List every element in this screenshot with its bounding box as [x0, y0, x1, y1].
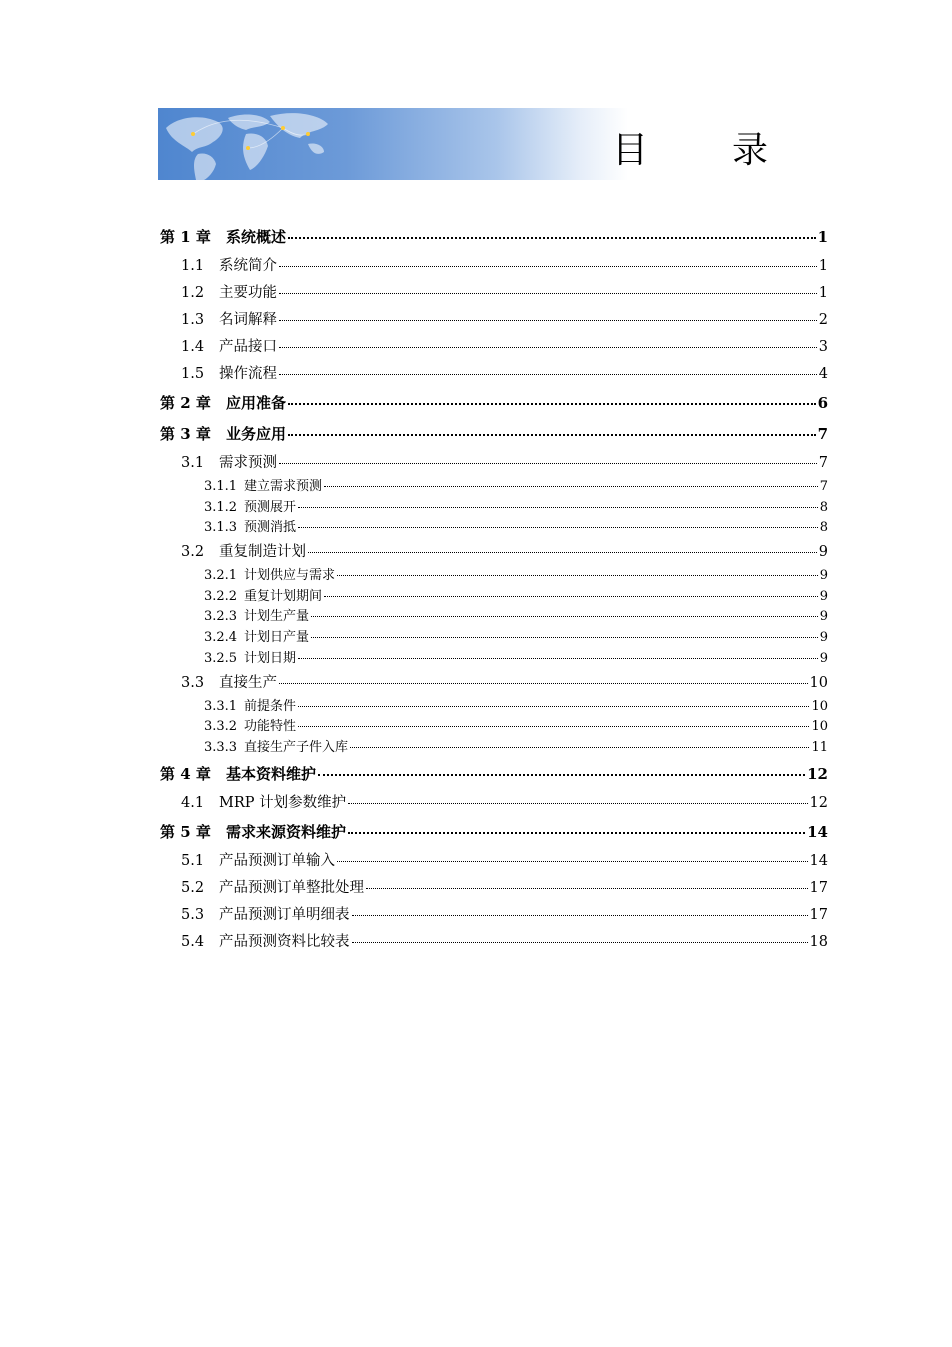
toc-entry[interactable]	[160, 518, 828, 539]
toc-entry-number: 1.2	[181, 285, 205, 301]
toc-entry-page: 9	[818, 544, 828, 561]
toc-leader-dots	[337, 574, 818, 576]
toc-entry[interactable]	[160, 477, 828, 498]
toc-leader-dots	[311, 615, 818, 617]
toc-leader-dots	[298, 705, 809, 707]
toc-leader-dots	[279, 373, 817, 375]
toc-entry-number: 1.1	[181, 258, 205, 274]
toc-entry[interactable]	[160, 419, 828, 450]
toc-entry-page: 2	[818, 312, 828, 328]
toc-entry-number: 3.3.3	[204, 739, 238, 755]
toc-entry-title: 基本资料维护	[226, 764, 317, 783]
toc-entry-title: 计划日产量	[244, 630, 310, 646]
toc-entry-number: 第 1 章	[160, 228, 211, 246]
toc-entry-number: 第 3 章	[160, 425, 211, 443]
toc-entry[interactable]	[160, 253, 828, 280]
toc-entry[interactable]	[160, 649, 828, 670]
toc-entry[interactable]	[160, 902, 828, 929]
toc-entry-title: 名词解释	[219, 312, 277, 328]
toc-leader-dots	[366, 887, 808, 889]
page-title: 目 录	[611, 130, 792, 171]
toc-leader-dots	[279, 346, 817, 348]
toc-entry-title: 计划供应与需求	[244, 568, 336, 584]
toc-entry-title: 系统简介	[219, 258, 277, 274]
toc-entry[interactable]	[160, 848, 828, 875]
toc-entry-page: 7	[818, 455, 828, 471]
toc-entry-page: 14	[809, 852, 828, 869]
toc-entry-title: 前提条件	[244, 698, 297, 714]
toc-entry-number: 3.2.2	[204, 588, 238, 604]
toc-entry-page: 17	[809, 879, 828, 896]
toc-entry-title: 直接生产	[219, 674, 277, 691]
toc-entry-page: 11	[811, 739, 828, 755]
toc-entry-number: 5.4	[181, 933, 205, 950]
toc-entry[interactable]	[160, 628, 828, 649]
toc-entry-number: 3.2	[181, 544, 205, 561]
toc-entry-number: 3.1	[181, 455, 205, 471]
toc-leader-dots	[324, 595, 818, 597]
toc-entry-page: 12	[807, 764, 828, 783]
toc-entry-title: 预测消抵	[244, 520, 297, 536]
toc-entry-title: 建立需求预测	[244, 479, 323, 494]
toc-entry-page: 3	[818, 339, 828, 355]
toc-entry-page: 1	[817, 228, 828, 246]
toc-entry[interactable]	[160, 817, 828, 848]
toc-entry[interactable]	[160, 670, 828, 697]
world-map-icon	[158, 108, 628, 180]
toc-entry[interactable]	[160, 790, 828, 817]
toc-leader-dots	[279, 265, 817, 267]
toc-leader-dots	[298, 725, 809, 727]
toc-entry[interactable]	[160, 607, 828, 628]
toc-entry-page: 7	[819, 479, 828, 494]
toc-entry-title: 需求来源资料维护	[226, 822, 347, 841]
toc-entry[interactable]	[160, 361, 828, 388]
toc-entry-page: 9	[819, 650, 828, 666]
toc-entry-title: 应用准备	[226, 394, 287, 412]
toc-entry[interactable]	[160, 566, 828, 587]
toc-entry[interactable]	[160, 875, 828, 902]
toc-leader-dots	[311, 636, 818, 638]
toc-entry-number: 3.3.1	[204, 698, 238, 714]
toc-entry-page: 9	[819, 609, 828, 625]
toc-entry-page: 10	[811, 698, 828, 714]
toc-entry-page: 17	[809, 906, 828, 923]
toc-leader-dots	[318, 773, 805, 776]
toc-entry-title: 操作流程	[219, 366, 277, 382]
toc-leader-dots	[348, 831, 805, 834]
toc-entry-number: 5.3	[181, 906, 205, 923]
toc-entry-page: 9	[819, 588, 828, 604]
toc-leader-dots	[279, 319, 817, 321]
toc-leader-dots	[308, 551, 817, 553]
toc-entry-number: 3.2.1	[204, 568, 238, 584]
toc-entry-title: 产品预测订单输入	[219, 852, 335, 869]
toc-entry-title: 产品预测订单明细表	[219, 906, 350, 923]
toc-leader-dots	[350, 746, 809, 748]
toc-entry[interactable]	[160, 759, 828, 790]
toc-entry-title: 重复计划期间	[244, 588, 323, 604]
toc-entry-number: 3.1.1	[204, 479, 238, 494]
toc-leader-dots	[298, 657, 818, 659]
toc-leader-dots	[288, 402, 816, 405]
toc-entry-page: 4	[818, 366, 828, 382]
header-banner	[158, 108, 828, 180]
toc-entry-title: 业务应用	[226, 425, 287, 443]
toc-entry-number: 3.2.4	[204, 630, 238, 646]
toc-leader-dots	[288, 433, 816, 436]
toc-entry-page: 14	[807, 822, 828, 841]
toc-entry-number: 3.3.2	[204, 719, 238, 735]
toc-entry[interactable]	[160, 334, 828, 361]
toc-entry[interactable]	[160, 929, 828, 956]
toc-leader-dots	[288, 236, 816, 239]
toc-leader-dots	[348, 802, 807, 804]
toc-entry-number: 第 5 章	[160, 822, 211, 841]
toc-entry-title: 主要功能	[219, 285, 277, 301]
toc-entry[interactable]	[160, 280, 828, 307]
toc-entry-title: 预测展开	[244, 499, 297, 515]
toc-entry[interactable]	[160, 717, 828, 738]
toc-leader-dots	[279, 682, 808, 684]
toc-entry[interactable]	[160, 587, 828, 608]
toc-entry-number: 4.1	[181, 794, 205, 811]
toc-entry-page: 18	[809, 933, 828, 950]
toc-entry-title: 计划日期	[244, 650, 297, 666]
toc-entry-page: 8	[819, 499, 828, 515]
toc-entry-title: 计划生产量	[244, 609, 310, 625]
toc-entry-title: 功能特性	[244, 719, 297, 735]
toc-entry[interactable]	[160, 738, 828, 759]
toc-entry-title: MRP 计划参数维护	[219, 794, 347, 811]
toc-leader-dots	[352, 941, 808, 943]
toc-entry-title: 产品预测资料比较表	[219, 933, 350, 950]
toc-entry-number: 5.2	[181, 879, 205, 896]
toc-entry-page: 10	[811, 719, 828, 735]
toc-entry-number: 3.2.3	[204, 609, 238, 625]
toc-entry-page: 1	[818, 285, 828, 301]
toc-entry-title: 重复制造计划	[219, 544, 306, 561]
toc-leader-dots	[337, 860, 808, 862]
toc-entry-page: 7	[817, 425, 828, 443]
toc-leader-dots	[298, 526, 818, 528]
toc-entry-title: 系统概述	[226, 228, 287, 246]
toc-leader-dots	[279, 292, 817, 294]
toc-entry-number: 3.1.3	[204, 520, 238, 536]
toc-entry-page: 12	[809, 794, 828, 811]
toc-entry-title: 产品接口	[219, 339, 277, 355]
toc-entry-page: 10	[809, 674, 828, 691]
toc-entry[interactable]	[160, 697, 828, 718]
toc-entry-title: 直接生产子件入库	[244, 739, 349, 755]
toc-entry-number: 3.1.2	[204, 499, 238, 515]
toc-entry-title: 产品预测订单整批处理	[219, 879, 364, 896]
table-of-contents	[160, 222, 828, 956]
toc-entry-number: 第 4 章	[160, 764, 211, 783]
toc-entry-page: 1	[818, 258, 828, 274]
toc-leader-dots	[298, 506, 818, 508]
toc-entry-number: 1.5	[181, 366, 205, 382]
toc-leader-dots	[279, 462, 817, 464]
toc-entry-number: 5.1	[181, 852, 205, 869]
toc-entry[interactable]	[160, 388, 828, 419]
toc-entry-page: 9	[819, 630, 828, 646]
toc-entry-page: 6	[817, 394, 828, 412]
toc-entry[interactable]	[160, 307, 828, 334]
toc-entry-page: 9	[819, 568, 828, 584]
toc-leader-dots	[324, 485, 818, 487]
toc-entry[interactable]	[160, 222, 828, 253]
toc-entry-number: 3.3	[181, 674, 205, 691]
toc-entry-number: 1.3	[181, 312, 205, 328]
toc-entry-page: 8	[819, 520, 828, 536]
toc-entry-number: 3.2.5	[204, 650, 238, 666]
toc-entry[interactable]	[160, 450, 828, 477]
toc-leader-dots	[352, 914, 808, 916]
toc-entry-number: 1.4	[181, 339, 205, 355]
toc-entry-number: 第 2 章	[160, 394, 211, 412]
toc-entry-title: 需求预测	[219, 455, 277, 471]
toc-entry[interactable]	[160, 498, 828, 519]
toc-entry[interactable]	[160, 539, 828, 566]
